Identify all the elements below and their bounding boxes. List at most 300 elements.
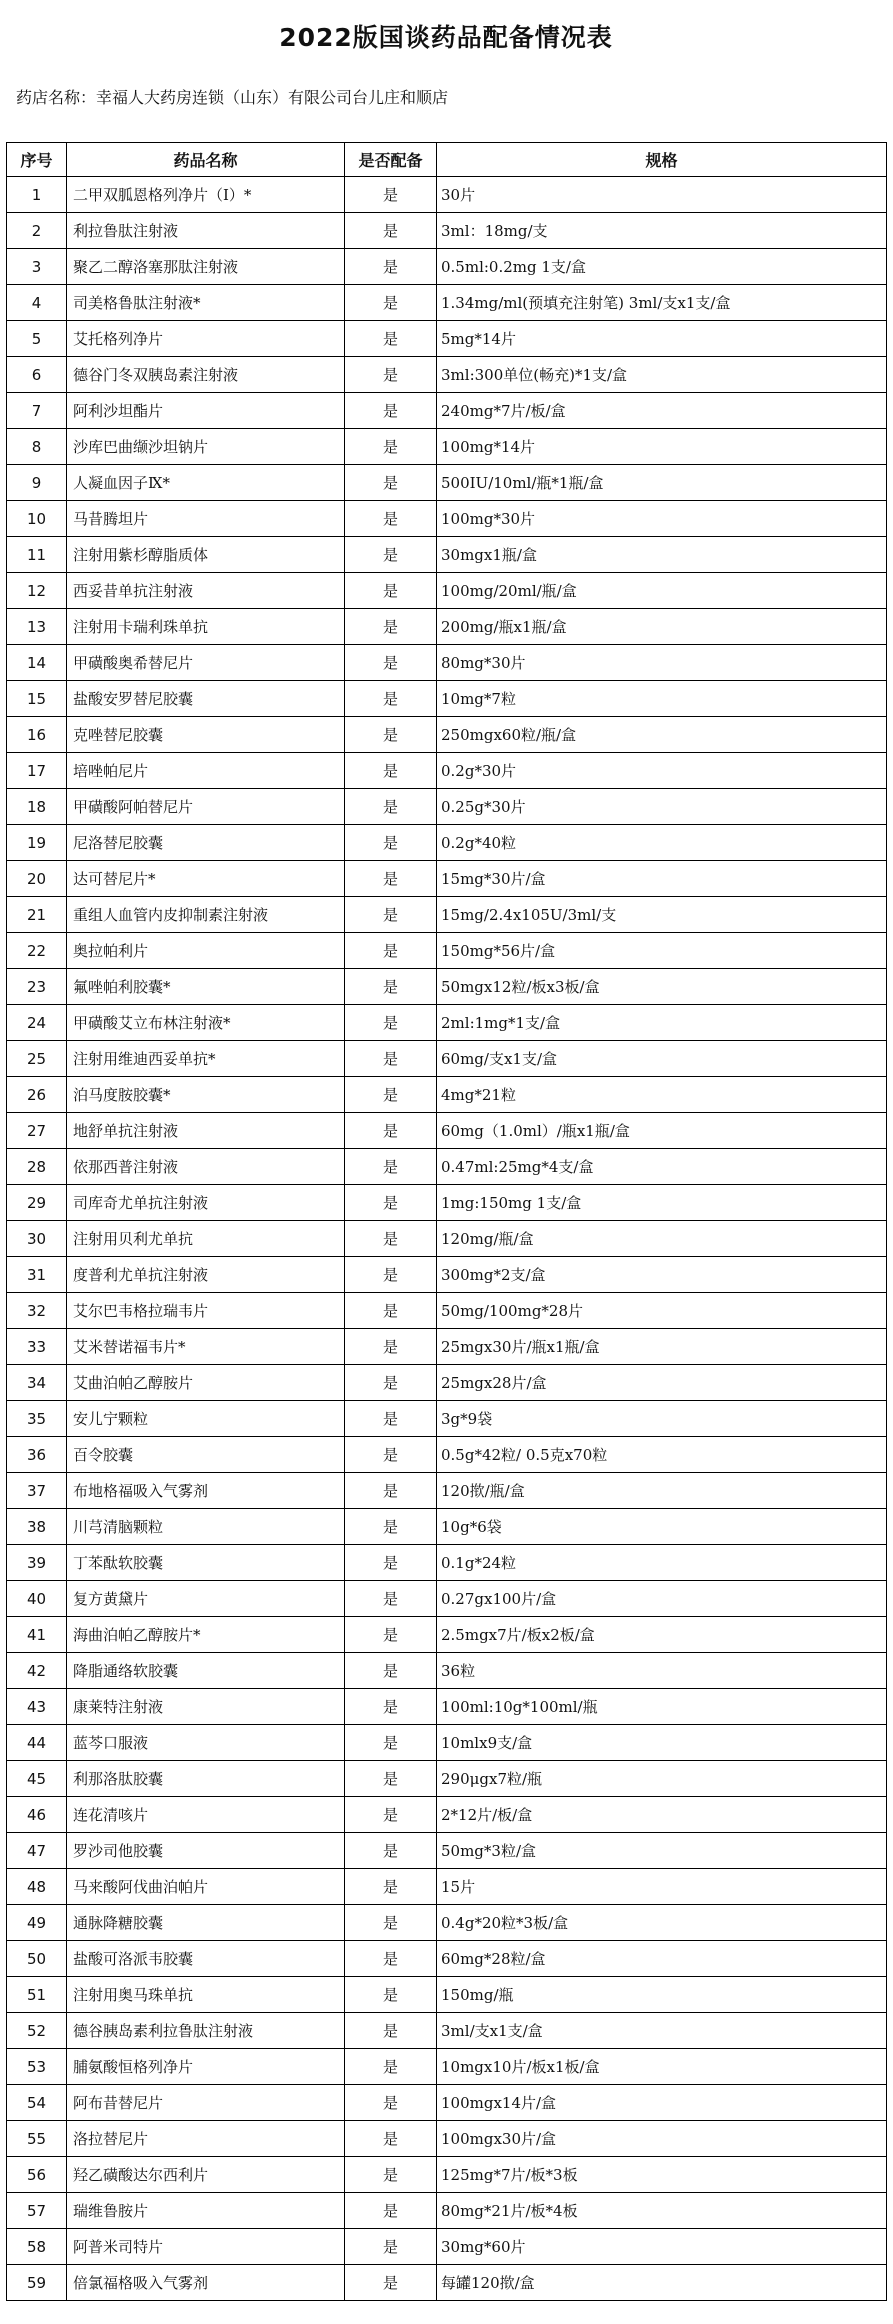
drug-name: 利拉鲁肽注射液: [67, 213, 345, 249]
row-number: 18: [7, 789, 67, 825]
stocked-status: 是: [345, 1473, 437, 1509]
table-row: [7, 825, 887, 861]
drug-spec: 5mg*14片: [437, 321, 887, 357]
table-row: [7, 1689, 887, 1725]
drug-spec: 150mg*56片/盒: [437, 933, 887, 969]
stocked-status: 是: [345, 465, 437, 501]
stocked-status: 是: [345, 2013, 437, 2049]
header-stocked: 是否配备: [345, 143, 437, 177]
table-row: [7, 285, 887, 321]
drug-name: 培唑帕尼片: [67, 753, 345, 789]
stocked-status: 是: [345, 393, 437, 429]
stocked-status: 是: [345, 1833, 437, 1869]
row-number: 37: [7, 1473, 67, 1509]
drug-name: 罗沙司他胶囊: [67, 1833, 345, 1869]
drug-name: 沙库巴曲缬沙坦钠片: [67, 429, 345, 465]
drug-spec: 10g*6袋: [437, 1509, 887, 1545]
drug-name: 瑞维鲁胺片: [67, 2193, 345, 2229]
row-number: 12: [7, 573, 67, 609]
drug-table: [6, 142, 887, 2301]
table-row: [7, 249, 887, 285]
stocked-status: 是: [345, 1977, 437, 2013]
header-name: 药品名称: [67, 143, 345, 177]
stocked-status: 是: [345, 1617, 437, 1653]
drug-name: 二甲双胍恩格列净片（Ⅰ）*: [67, 177, 345, 213]
drug-spec: 0.2g*40粒: [437, 825, 887, 861]
drug-name: 人凝血因子Ⅸ*: [67, 465, 345, 501]
drug-name: 布地格福吸入气雾剂: [67, 1473, 345, 1509]
drug-name: 马昔腾坦片: [67, 501, 345, 537]
drug-name: 尼洛替尼胶囊: [67, 825, 345, 861]
drug-spec: 3ml/支x1支/盒: [437, 2013, 887, 2049]
row-number: 41: [7, 1617, 67, 1653]
row-number: 1: [7, 177, 67, 213]
table-row: [7, 2157, 887, 2193]
stocked-status: 是: [345, 213, 437, 249]
table-row: [7, 717, 887, 753]
table-header-row: [7, 143, 887, 177]
stocked-status: 是: [345, 2121, 437, 2157]
drug-spec: 125mg*7片/板*3板: [437, 2157, 887, 2193]
drug-name: 注射用紫杉醇脂质体: [67, 537, 345, 573]
row-number: 22: [7, 933, 67, 969]
table-row: [7, 1041, 887, 1077]
stocked-status: 是: [345, 1941, 437, 1977]
table-row: [7, 1977, 887, 2013]
drug-name: 氟唑帕利胶囊*: [67, 969, 345, 1005]
table-row: [7, 681, 887, 717]
drug-name: 脯氨酸恒格列净片: [67, 2049, 345, 2085]
table-row: [7, 1473, 887, 1509]
drug-name: 注射用卡瑞利珠单抗: [67, 609, 345, 645]
drug-name: 百令胶囊: [67, 1437, 345, 1473]
table-row: [7, 1185, 887, 1221]
row-number: 42: [7, 1653, 67, 1689]
stocked-status: 是: [345, 1545, 437, 1581]
row-number: 33: [7, 1329, 67, 1365]
drug-name: 海曲泊帕乙醇胺片*: [67, 1617, 345, 1653]
stocked-status: 是: [345, 429, 437, 465]
stocked-status: 是: [345, 1509, 437, 1545]
drug-spec: 150mg/瓶: [437, 1977, 887, 2013]
stocked-status: 是: [345, 645, 437, 681]
drug-name: 重组人血管内皮抑制素注射液: [67, 897, 345, 933]
table-row: [7, 789, 887, 825]
drug-name: 达可替尼片*: [67, 861, 345, 897]
drug-spec: 0.1g*24粒: [437, 1545, 887, 1581]
drug-spec: 25mgx28片/盒: [437, 1365, 887, 1401]
row-number: 28: [7, 1149, 67, 1185]
stocked-status: 是: [345, 1005, 437, 1041]
row-number: 46: [7, 1797, 67, 1833]
stocked-status: 是: [345, 249, 437, 285]
stocked-status: 是: [345, 2049, 437, 2085]
row-number: 17: [7, 753, 67, 789]
row-number: 25: [7, 1041, 67, 1077]
stocked-status: 是: [345, 789, 437, 825]
drug-table-sheet: [6, 4, 886, 2301]
drug-name: 注射用贝利尤单抗: [67, 1221, 345, 1257]
drug-name: 降脂通络软胶囊: [67, 1653, 345, 1689]
drug-spec: 100mg*30片: [437, 501, 887, 537]
row-number: 52: [7, 2013, 67, 2049]
row-number: 13: [7, 609, 67, 645]
row-number: 55: [7, 2121, 67, 2157]
drug-spec: 3g*9袋: [437, 1401, 887, 1437]
drug-spec: 80mg*30片: [437, 645, 887, 681]
table-row: [7, 2049, 887, 2085]
row-number: 50: [7, 1941, 67, 1977]
row-number: 27: [7, 1113, 67, 1149]
row-number: 3: [7, 249, 67, 285]
table-row: [7, 1581, 887, 1617]
row-number: 38: [7, 1509, 67, 1545]
drug-name: 艾尔巴韦格拉瑞韦片: [67, 1293, 345, 1329]
stocked-status: 是: [345, 2157, 437, 2193]
row-number: 29: [7, 1185, 67, 1221]
drug-name: 利那洛肽胶囊: [67, 1761, 345, 1797]
row-number: 6: [7, 357, 67, 393]
row-number: 21: [7, 897, 67, 933]
row-number: 49: [7, 1905, 67, 1941]
row-number: 57: [7, 2193, 67, 2229]
table-row: [7, 501, 887, 537]
drug-spec: 100mg/20ml/瓶/盒: [437, 573, 887, 609]
drug-name: 通脉降糖胶囊: [67, 1905, 345, 1941]
row-number: 44: [7, 1725, 67, 1761]
row-number: 19: [7, 825, 67, 861]
stocked-status: 是: [345, 1077, 437, 1113]
table-row: [7, 1833, 887, 1869]
drug-name: 司库奇尤单抗注射液: [67, 1185, 345, 1221]
stocked-status: 是: [345, 1365, 437, 1401]
drug-name: 地舒单抗注射液: [67, 1113, 345, 1149]
drug-spec: 1mg:150mg 1支/盒: [437, 1185, 887, 1221]
table-row: [7, 1221, 887, 1257]
drug-spec: 0.47ml:25mg*4支/盒: [437, 1149, 887, 1185]
header-spec: 规格: [437, 143, 887, 177]
table-row: [7, 1941, 887, 1977]
table-row: [7, 465, 887, 501]
drug-spec: 36粒: [437, 1653, 887, 1689]
drug-name: 依那西普注射液: [67, 1149, 345, 1185]
row-number: 15: [7, 681, 67, 717]
stocked-status: 是: [345, 177, 437, 213]
drug-spec: 30mgx1瓶/盒: [437, 537, 887, 573]
drug-name: 连花清咳片: [67, 1797, 345, 1833]
drug-spec: 100mgx14片/盒: [437, 2085, 887, 2121]
stocked-status: 是: [345, 1329, 437, 1365]
store-name: 药店名称：幸福人大药房连锁（山东）有限公司台儿庄和顺店: [16, 88, 449, 107]
table-row: [7, 2229, 887, 2265]
drug-name: 德谷门冬双胰岛素注射液: [67, 357, 345, 393]
drug-name: 阿利沙坦酯片: [67, 393, 345, 429]
drug-spec: 3ml:300单位(畅充)*1支/盒: [437, 357, 887, 393]
drug-spec: 15片: [437, 1869, 887, 1905]
drug-name: 甲磺酸艾立布林注射液*: [67, 1005, 345, 1041]
stocked-status: 是: [345, 537, 437, 573]
row-number: 24: [7, 1005, 67, 1041]
stocked-status: 是: [345, 1041, 437, 1077]
drug-name: 盐酸安罗替尼胶囊: [67, 681, 345, 717]
row-number: 20: [7, 861, 67, 897]
drug-spec: 50mgx12粒/板x3板/盒: [437, 969, 887, 1005]
drug-name: 马来酸阿伐曲泊帕片: [67, 1869, 345, 1905]
table-row: [7, 609, 887, 645]
row-number: 16: [7, 717, 67, 753]
stocked-status: 是: [345, 609, 437, 645]
drug-spec: 100ml:10g*100ml/瓶: [437, 1689, 887, 1725]
drug-name: 德谷胰岛素利拉鲁肽注射液: [67, 2013, 345, 2049]
row-number: 45: [7, 1761, 67, 1797]
row-number: 34: [7, 1365, 67, 1401]
table-row: [7, 1149, 887, 1185]
page-title: 2022版国谈药品配备情况表: [279, 23, 613, 52]
stocked-status: 是: [345, 1725, 437, 1761]
stocked-status: 是: [345, 2229, 437, 2265]
table-row: [7, 1761, 887, 1797]
stocked-status: 是: [345, 861, 437, 897]
drug-spec: 10mlx9支/盒: [437, 1725, 887, 1761]
stocked-status: 是: [345, 1797, 437, 1833]
table-row: [7, 1869, 887, 1905]
row-number: 31: [7, 1257, 67, 1293]
drug-spec: 500IU/10ml/瓶*1瓶/盒: [437, 465, 887, 501]
table-row: [7, 1797, 887, 1833]
row-number: 30: [7, 1221, 67, 1257]
table-row: [7, 1653, 887, 1689]
drug-name: 甲磺酸阿帕替尼片: [67, 789, 345, 825]
stocked-status: 是: [345, 1221, 437, 1257]
drug-name: 羟乙磺酸达尔西利片: [67, 2157, 345, 2193]
drug-spec: 2.5mgx7片/板x2板/盒: [437, 1617, 887, 1653]
drug-spec: 290μgx7粒/瓶: [437, 1761, 887, 1797]
drug-spec: 15mg/2.4x105U/3ml/支: [437, 897, 887, 933]
drug-name: 蓝芩口服液: [67, 1725, 345, 1761]
table-row: [7, 1509, 887, 1545]
drug-name: 丁苯酞软胶囊: [67, 1545, 345, 1581]
table-row: [7, 429, 887, 465]
drug-name: 洛拉替尼片: [67, 2121, 345, 2157]
table-row: [7, 2265, 887, 2301]
stocked-status: 是: [345, 321, 437, 357]
drug-name: 艾曲泊帕乙醇胺片: [67, 1365, 345, 1401]
stocked-status: 是: [345, 933, 437, 969]
stocked-status: 是: [345, 1437, 437, 1473]
stocked-status: 是: [345, 1905, 437, 1941]
drug-spec: 250mgx60粒/瓶/盒: [437, 717, 887, 753]
row-number: 59: [7, 2265, 67, 2301]
row-number: 47: [7, 1833, 67, 1869]
table-row: [7, 861, 887, 897]
table-row: [7, 321, 887, 357]
drug-name: 安儿宁颗粒: [67, 1401, 345, 1437]
row-number: 48: [7, 1869, 67, 1905]
drug-name: 注射用维迪西妥单抗*: [67, 1041, 345, 1077]
drug-spec: 200mg/瓶x1瓶/盒: [437, 609, 887, 645]
table-row: [7, 1329, 887, 1365]
drug-spec: 50mg/100mg*28片: [437, 1293, 887, 1329]
row-number: 56: [7, 2157, 67, 2193]
table-row: [7, 177, 887, 213]
row-number: 51: [7, 1977, 67, 2013]
table-row: [7, 645, 887, 681]
stocked-status: 是: [345, 357, 437, 393]
drug-spec: 80mg*21片/板*4板: [437, 2193, 887, 2229]
stocked-status: 是: [345, 969, 437, 1005]
row-number: 2: [7, 213, 67, 249]
drug-name: 奥拉帕利片: [67, 933, 345, 969]
table-row: [7, 1113, 887, 1149]
drug-spec: 15mg*30片/盒: [437, 861, 887, 897]
stocked-status: 是: [345, 1653, 437, 1689]
drug-spec: 60mg/支x1支/盒: [437, 1041, 887, 1077]
row-number: 54: [7, 2085, 67, 2121]
table-row: [7, 1545, 887, 1581]
drug-spec: 每罐120揿/盒: [437, 2265, 887, 2301]
drug-name: 聚乙二醇洛塞那肽注射液: [67, 249, 345, 285]
table-row: [7, 1617, 887, 1653]
drug-spec: 30mg*60片: [437, 2229, 887, 2265]
drug-name: 甲磺酸奥希替尼片: [67, 645, 345, 681]
drug-spec: 30片: [437, 177, 887, 213]
drug-name: 司美格鲁肽注射液*: [67, 285, 345, 321]
row-number: 26: [7, 1077, 67, 1113]
table-row: [7, 2085, 887, 2121]
stocked-status: 是: [345, 1113, 437, 1149]
drug-spec: 120揿/瓶/盒: [437, 1473, 887, 1509]
row-number: 32: [7, 1293, 67, 1329]
drug-name: 泊马度胺胶囊*: [67, 1077, 345, 1113]
stocked-status: 是: [345, 1293, 437, 1329]
row-number: 39: [7, 1545, 67, 1581]
stocked-status: 是: [345, 825, 437, 861]
drug-spec: 1.34mg/ml(预填充注射笔) 3ml/支x1支/盒: [437, 285, 887, 321]
table-row: [7, 1257, 887, 1293]
row-number: 8: [7, 429, 67, 465]
row-number: 14: [7, 645, 67, 681]
drug-spec: 4mg*21粒: [437, 1077, 887, 1113]
drug-spec: 100mg*14片: [437, 429, 887, 465]
row-number: 11: [7, 537, 67, 573]
stocked-status: 是: [345, 1185, 437, 1221]
stocked-status: 是: [345, 2085, 437, 2121]
row-number: 10: [7, 501, 67, 537]
drug-name: 川芎清脑颗粒: [67, 1509, 345, 1545]
table-row: [7, 1077, 887, 1113]
drug-name: 艾米替诺福韦片*: [67, 1329, 345, 1365]
table-row: [7, 357, 887, 393]
drug-spec: 300mg*2支/盒: [437, 1257, 887, 1293]
drug-spec: 240mg*7片/板/盒: [437, 393, 887, 429]
stocked-status: 是: [345, 681, 437, 717]
stocked-status: 是: [345, 1761, 437, 1797]
row-number: 23: [7, 969, 67, 1005]
row-number: 40: [7, 1581, 67, 1617]
drug-spec: 50mg*3粒/盒: [437, 1833, 887, 1869]
drug-name: 阿普米司特片: [67, 2229, 345, 2265]
table-row: [7, 213, 887, 249]
drug-spec: 100mgx30片/盒: [437, 2121, 887, 2157]
table-row: [7, 573, 887, 609]
table-row: [7, 2013, 887, 2049]
table-row: [7, 1365, 887, 1401]
row-number: 58: [7, 2229, 67, 2265]
stocked-status: 是: [345, 1257, 437, 1293]
drug-spec: 2*12片/板/盒: [437, 1797, 887, 1833]
drug-spec: 0.25g*30片: [437, 789, 887, 825]
row-number: 5: [7, 321, 67, 357]
table-row: [7, 1905, 887, 1941]
row-number: 35: [7, 1401, 67, 1437]
table-row: [7, 1401, 887, 1437]
stocked-status: 是: [345, 2193, 437, 2229]
drug-name: 复方黄黛片: [67, 1581, 345, 1617]
drug-name: 度普利尤单抗注射液: [67, 1257, 345, 1293]
drug-spec: 0.27gx100片/盒: [437, 1581, 887, 1617]
stocked-status: 是: [345, 753, 437, 789]
table-row: [7, 2121, 887, 2157]
drug-name: 克唑替尼胶囊: [67, 717, 345, 753]
drug-spec: 25mgx30片/瓶x1瓶/盒: [437, 1329, 887, 1365]
table-row: [7, 1293, 887, 1329]
drug-spec: 0.4g*20粒*3板/盒: [437, 1905, 887, 1941]
drug-spec: 0.5ml:0.2mg 1支/盒: [437, 249, 887, 285]
table-row: [7, 753, 887, 789]
drug-spec: 60mg*28粒/盒: [437, 1941, 887, 1977]
stocked-status: 是: [345, 1581, 437, 1617]
drug-spec: 60mg（1.0ml）/瓶x1瓶/盒: [437, 1113, 887, 1149]
drug-spec: 0.5g*42粒/ 0.5克x70粒: [437, 1437, 887, 1473]
row-number: 9: [7, 465, 67, 501]
stocked-status: 是: [345, 1689, 437, 1725]
drug-name: 康莱特注射液: [67, 1689, 345, 1725]
stocked-status: 是: [345, 1401, 437, 1437]
stocked-status: 是: [345, 285, 437, 321]
stocked-status: 是: [345, 1149, 437, 1185]
table-row: [7, 393, 887, 429]
table-row: [7, 1005, 887, 1041]
table-row: [7, 1437, 887, 1473]
drug-spec: 10mgx10片/板x1板/盒: [437, 2049, 887, 2085]
table-row: [7, 933, 887, 969]
drug-name: 盐酸可洛派韦胶囊: [67, 1941, 345, 1977]
stocked-status: 是: [345, 573, 437, 609]
drug-name: 西妥昔单抗注射液: [67, 573, 345, 609]
drug-name: 注射用奥马珠单抗: [67, 1977, 345, 2013]
row-number: 7: [7, 393, 67, 429]
drug-name: 艾托格列净片: [67, 321, 345, 357]
row-number: 4: [7, 285, 67, 321]
table-row: [7, 969, 887, 1005]
table-row: [7, 2193, 887, 2229]
row-number: 36: [7, 1437, 67, 1473]
drug-name: 倍氯福格吸入气雾剂: [67, 2265, 345, 2301]
stocked-status: 是: [345, 2265, 437, 2301]
stocked-status: 是: [345, 1869, 437, 1905]
drug-spec: 2ml:1mg*1支/盒: [437, 1005, 887, 1041]
row-number: 43: [7, 1689, 67, 1725]
stocked-status: 是: [345, 897, 437, 933]
table-row: [7, 1725, 887, 1761]
table-row: [7, 897, 887, 933]
header-no: 序号: [7, 143, 67, 177]
row-number: 53: [7, 2049, 67, 2085]
drug-spec: 3ml：18mg/支: [437, 213, 887, 249]
drug-spec: 120mg/瓶/盒: [437, 1221, 887, 1257]
stocked-status: 是: [345, 501, 437, 537]
stocked-status: 是: [345, 717, 437, 753]
